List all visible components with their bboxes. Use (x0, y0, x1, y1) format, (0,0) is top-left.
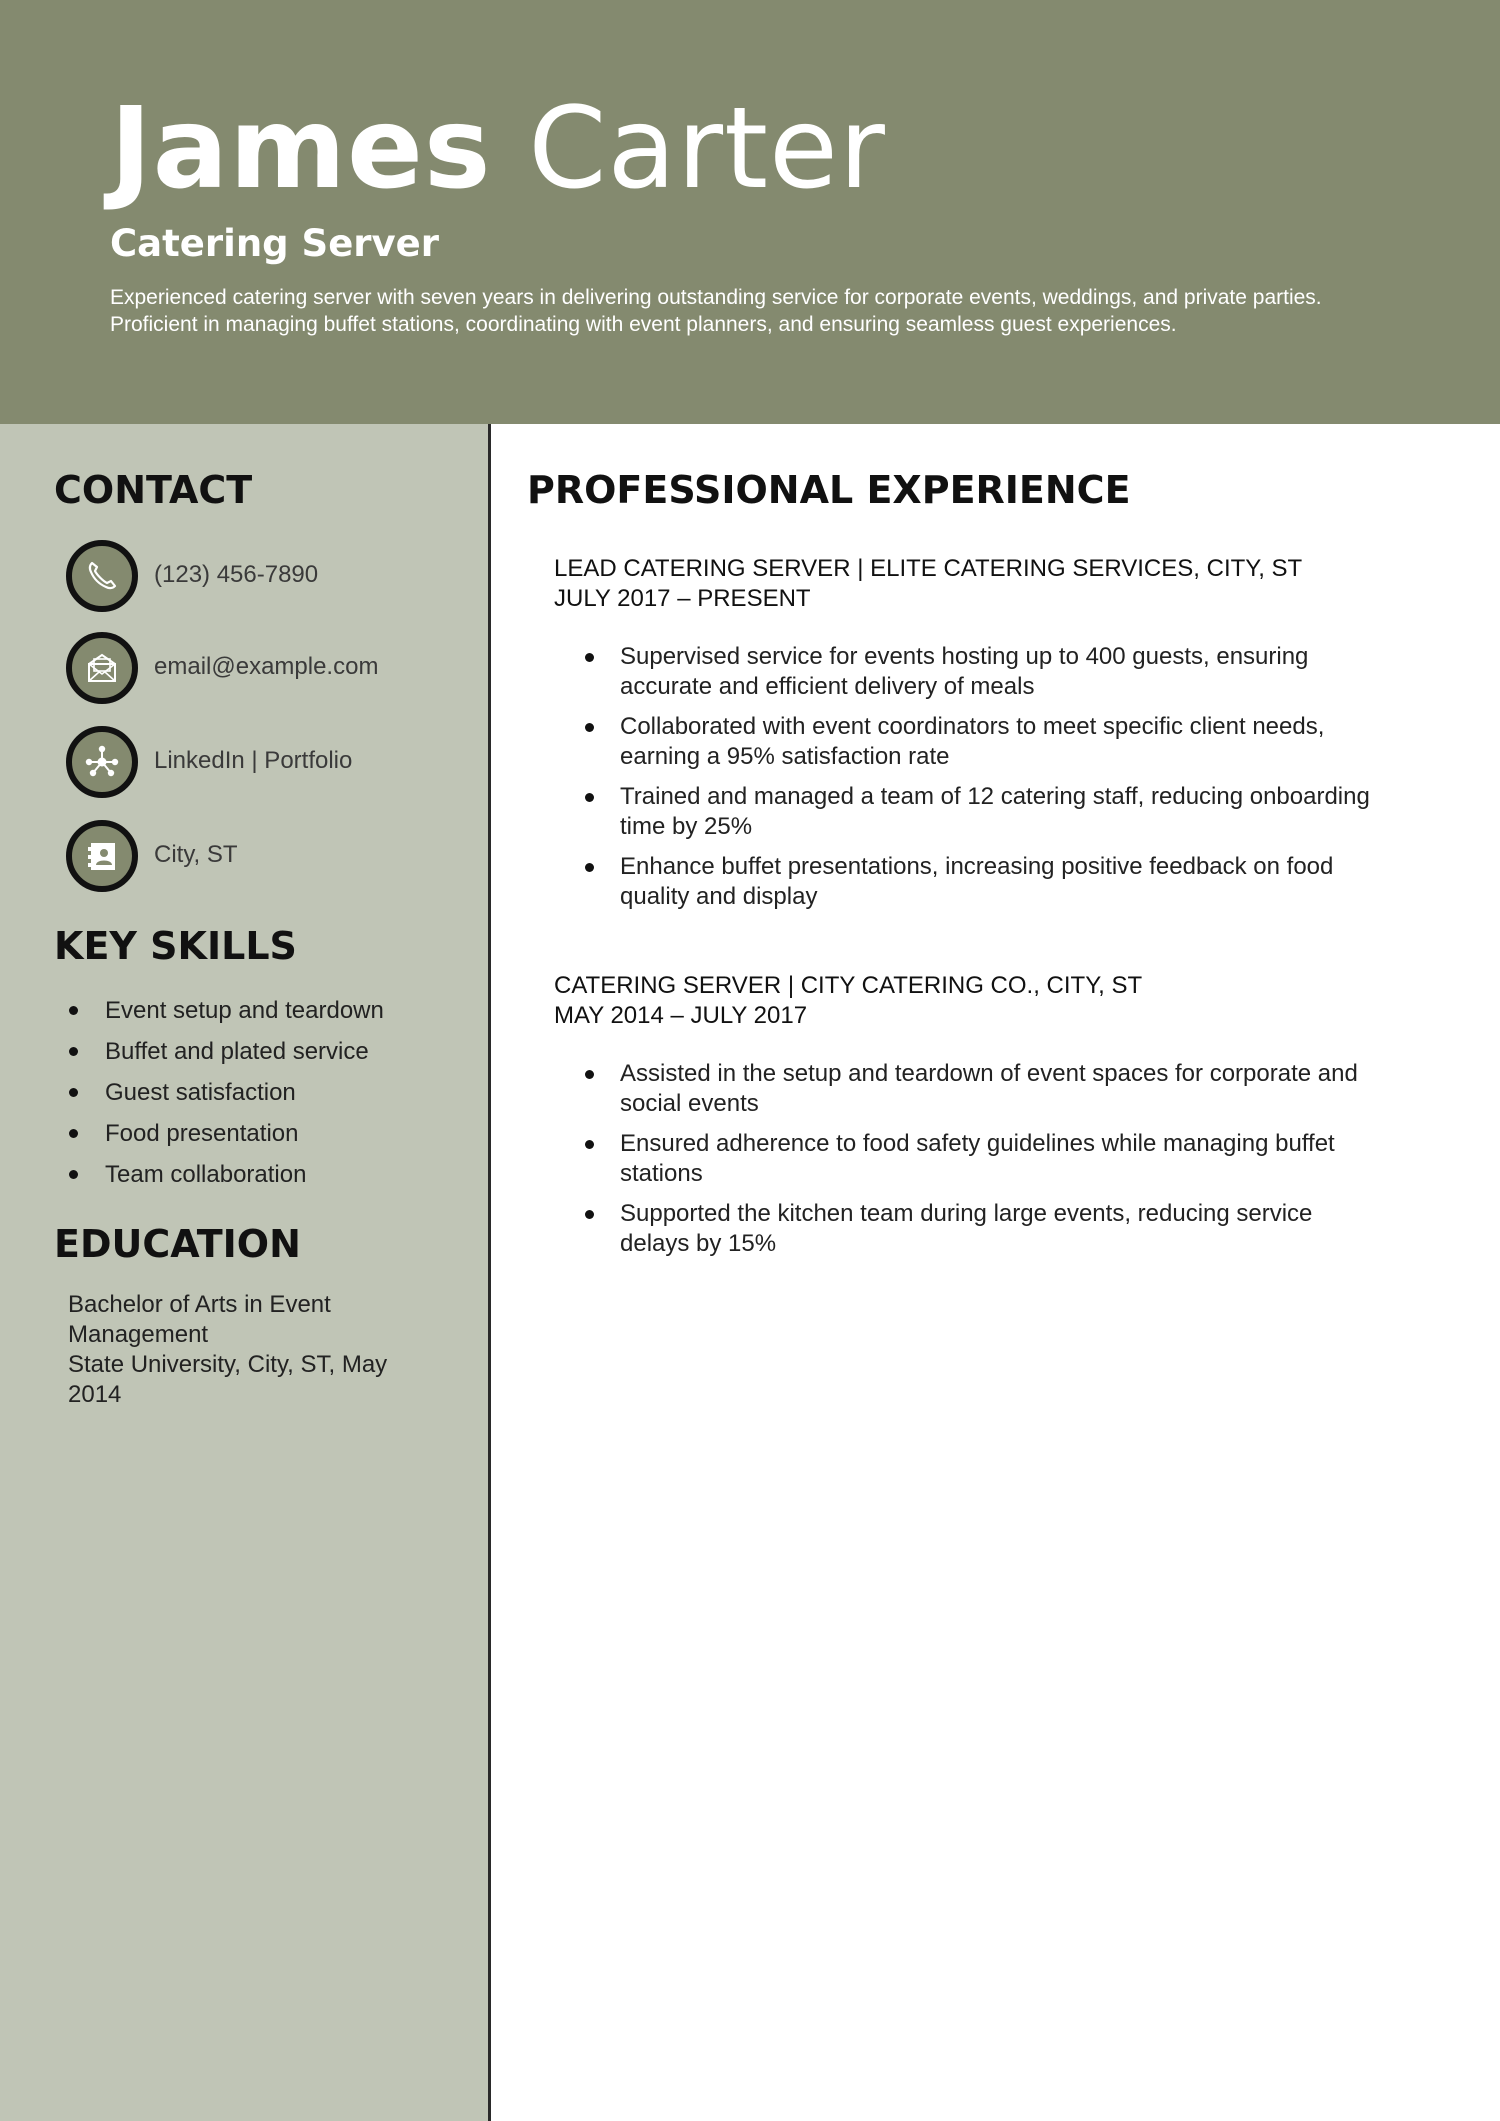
contact-card-icon (66, 820, 138, 892)
job-entry-2 (554, 971, 1414, 1269)
location: City, ST (154, 841, 238, 868)
job-bullet: Supervised service for events hosting up to 400 guests, ensuring accurate and efficient delivery of meals (554, 642, 1380, 702)
summary-line: Experienced catering server with seven years in delivering outstanding service for corporate events, weddings, and private parties. (110, 286, 1322, 309)
key-skills-heading: KEY SKILLS (54, 924, 297, 968)
job-bullet: Assisted in the setup and teardown of event spaces for corporate and social events (554, 1059, 1380, 1119)
job-bullet: Enhance buffet presentations, increasing positive feedback on food quality and display (554, 852, 1380, 912)
job-title-line: LEAD CATERING SERVER | ELITE CATERING SERVICES, CITY, ST (554, 555, 1303, 582)
job-bullets (554, 1059, 1414, 1259)
summary-line: Proficient in managing buffet stations, coordinating with event planners, and ensuring seamless guest experiences. (110, 313, 1177, 336)
contact-location (66, 820, 466, 890)
phone-number: (123) 456-7890 (154, 561, 319, 588)
contact-heading: CONTACT (54, 468, 253, 512)
skill-item: Food presentation (66, 1113, 384, 1154)
professional-summary (110, 284, 1430, 338)
phone-icon (66, 540, 138, 612)
contact-links (66, 726, 466, 796)
candidate-name (110, 84, 886, 214)
envelope-icon (66, 632, 138, 704)
skills-list (66, 990, 384, 1195)
skill-item: Buffet and plated service (66, 1031, 384, 1072)
resume-header (0, 0, 1500, 424)
skill-item: Team collaboration (66, 1154, 384, 1195)
job-dates: MAY 2014 – JULY 2017 (554, 1002, 808, 1029)
job-bullet: Trained and managed a team of 12 catering staff, reducing onboarding time by 25% (554, 782, 1380, 842)
first-name: James (110, 84, 492, 214)
last-name: Carter (528, 84, 886, 214)
job-bullet: Collaborated with event coordinators to meet specific client needs, earning a 95% satisfaction rate (554, 712, 1380, 772)
job-entry-1 (554, 554, 1414, 922)
job-title: Catering Server (110, 222, 439, 265)
skill-item: Event setup and teardown (66, 990, 384, 1031)
job-bullets (554, 642, 1414, 912)
education-heading: EDUCATION (54, 1222, 301, 1266)
linkedin-portfolio-link[interactable]: LinkedIn | Portfolio (154, 747, 353, 774)
degree: Bachelor of Arts in Event Management (68, 1291, 331, 1348)
education-entry (68, 1290, 428, 1410)
contact-email (66, 632, 466, 702)
contact-phone (66, 540, 466, 610)
job-bullet: Ensured adherence to food safety guidelines while managing buffet stations (554, 1129, 1380, 1189)
school-and-date: State University, City, ST, May 2014 (68, 1351, 388, 1408)
network-icon (66, 726, 138, 798)
column-divider (488, 424, 491, 2121)
job-bullet: Supported the kitchen team during large events, reducing service delays by 15% (554, 1199, 1380, 1259)
email-address: email@example.com (154, 653, 379, 680)
job-title-line: CATERING SERVER | CITY CATERING CO., CITY, ST (554, 972, 1143, 999)
professional-experience-heading: PROFESSIONAL EXPERIENCE (527, 468, 1131, 512)
skill-item: Guest satisfaction (66, 1072, 384, 1113)
job-dates: JULY 2017 – PRESENT (554, 585, 811, 612)
